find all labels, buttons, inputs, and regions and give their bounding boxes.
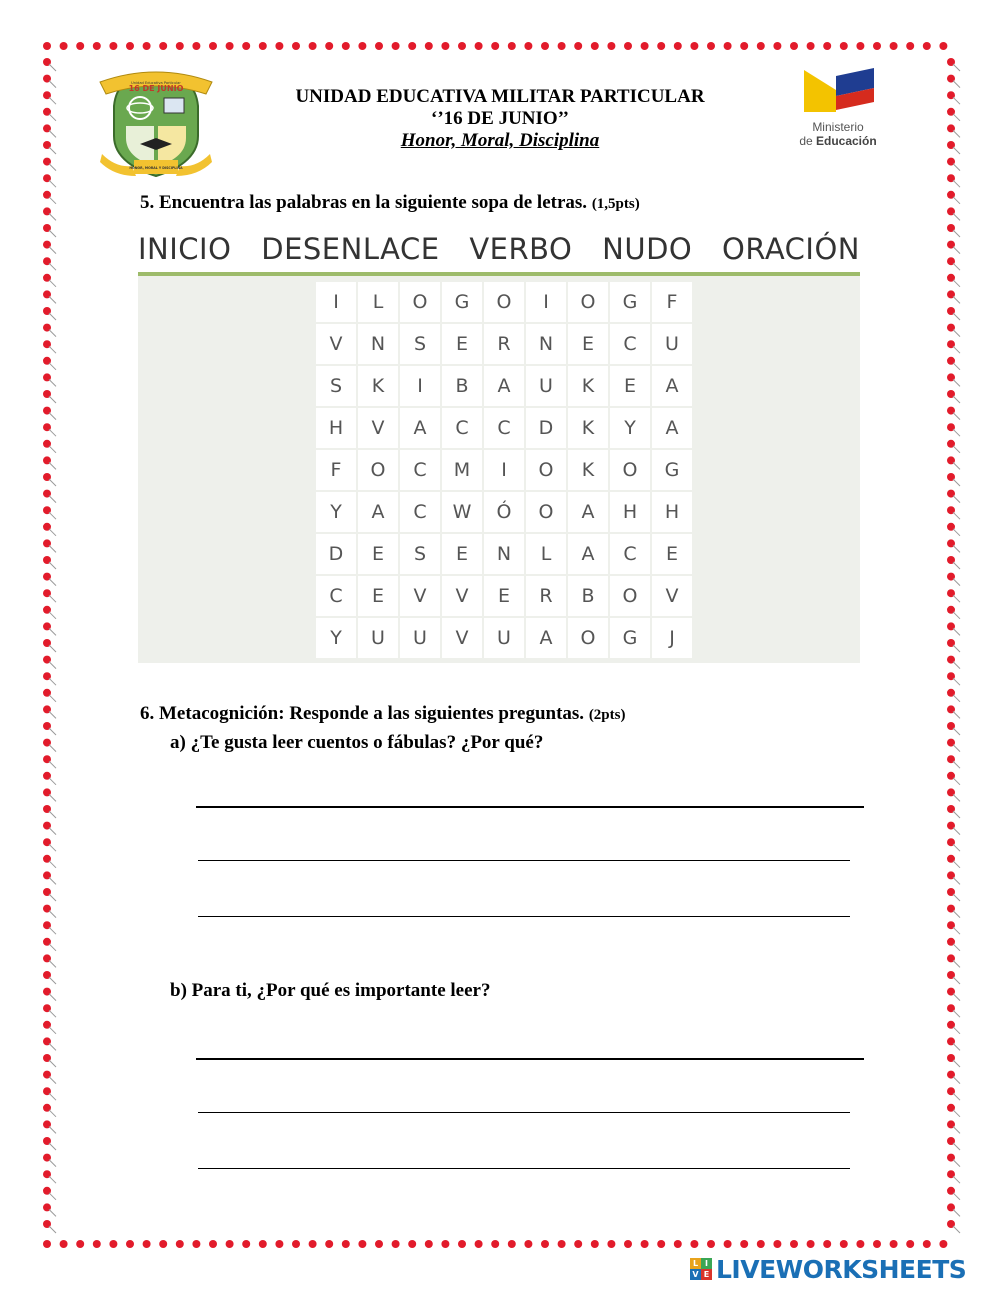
grid-cell[interactable]: C [316,576,356,616]
grid-cell[interactable]: D [526,408,566,448]
grid-cell[interactable]: O [526,492,566,532]
grid-cell[interactable]: Ó [484,492,524,532]
grid-cell[interactable]: U [400,618,440,658]
grid-cell[interactable]: G [442,282,482,322]
grid-cell[interactable]: N [358,324,398,364]
grid-cell[interactable]: U [358,618,398,658]
word-list-item: DESENLACE [261,232,440,266]
grid-cell[interactable]: R [484,324,524,364]
grid-cell[interactable]: A [568,492,608,532]
grid-cell[interactable]: O [358,450,398,490]
grid-cell[interactable]: K [568,450,608,490]
grid-cell[interactable]: O [610,576,650,616]
grid-cell[interactable]: J [652,618,692,658]
word-list-item: NUDO [602,232,693,266]
grid-cell[interactable]: L [526,534,566,574]
grid-cell[interactable]: L [358,282,398,322]
grid-cell[interactable]: Y [610,408,650,448]
grid-cell[interactable]: E [358,576,398,616]
question-5-points: (1,5pts) [591,196,640,212]
question-6-points: (2pts) [588,707,626,723]
ministry-text [786,120,890,148]
question-5 [140,192,640,214]
crest-banner-text: 16 DE JUNIO [128,84,184,93]
answer-line-b1[interactable] [196,1058,864,1060]
grid-cell[interactable]: E [610,366,650,406]
grid-cell[interactable]: E [358,534,398,574]
grid-cell[interactable]: O [526,450,566,490]
grid-cell[interactable]: V [442,576,482,616]
grid-cell[interactable]: V [652,576,692,616]
grid-cell[interactable]: C [610,534,650,574]
school-motto: Honor, Moral, Disciplina [400,130,600,151]
word-search-grid[interactable] [316,282,696,658]
question-6a: a) ¿Te gusta leer cuentos o fábulas? ¿Por qué? [170,732,544,753]
grid-cell[interactable]: V [316,324,356,364]
school-date-name: ‘’16 DE JUNIO’’ [431,108,569,129]
grid-cell[interactable]: O [610,450,650,490]
grid-cell[interactable]: S [400,324,440,364]
answer-line-a2[interactable] [198,860,850,861]
grid-cell[interactable]: E [442,324,482,364]
grid-cell[interactable]: K [568,366,608,406]
question-6-text: 6. Metacognición: Responde a las siguientes preguntas. [140,703,585,724]
document-header [230,86,770,152]
grid-cell[interactable]: O [568,282,608,322]
grid-cell[interactable]: O [484,282,524,322]
grid-cell[interactable]: K [358,366,398,406]
school-crest-logo [96,66,216,178]
word-list-item: ORACIÓN [722,232,860,266]
grid-cell[interactable]: A [568,534,608,574]
word-list-item: VERBO [469,232,573,266]
grid-cell[interactable]: C [484,408,524,448]
grid-cell[interactable]: A [358,492,398,532]
grid-cell[interactable]: S [400,534,440,574]
grid-cell[interactable]: V [358,408,398,448]
ministry-line2: de Educación [799,134,877,148]
grid-cell[interactable]: U [484,618,524,658]
grid-cell[interactable]: H [610,492,650,532]
grid-cell[interactable]: B [568,576,608,616]
grid-cell[interactable]: B [442,366,482,406]
question-5-text: 5. Encuentra las palabras en la siguiente sopa de letras. [140,192,588,213]
grid-cell[interactable]: N [484,534,524,574]
question-6 [140,703,625,725]
word-list-bar [138,226,860,276]
grid-cell[interactable]: A [484,366,524,406]
grid-cell[interactable]: M [442,450,482,490]
grid-cell[interactable]: H [652,492,692,532]
grid-cell[interactable]: C [400,450,440,490]
grid-cell[interactable]: C [400,492,440,532]
grid-cell[interactable]: E [652,534,692,574]
grid-cell[interactable]: A [652,408,692,448]
grid-cell[interactable]: I [484,450,524,490]
word-list-item: INICIO [138,232,232,266]
grid-cell[interactable]: D [316,534,356,574]
grid-cell[interactable]: C [442,408,482,448]
answer-line-b2[interactable] [198,1112,850,1113]
grid-cell[interactable]: H [316,408,356,448]
grid-cell[interactable]: G [610,618,650,658]
grid-cell[interactable]: A [526,618,566,658]
grid-cell[interactable]: G [610,282,650,322]
grid-cell[interactable]: Y [316,618,356,658]
grid-cell[interactable]: V [442,618,482,658]
answer-line-a3[interactable] [198,916,850,917]
grid-cell[interactable]: E [442,534,482,574]
crest-small-top-text: Unidad Educativa Particular [131,81,181,85]
question-6b: b) Para ti, ¿Por qué es importante leer? [170,980,491,1001]
school-name: UNIDAD EDUCATIVA MILITAR PARTICULAR [295,86,705,107]
liveworksheets-brand [690,1254,966,1284]
answer-line-b3[interactable] [198,1168,850,1169]
grid-cell[interactable]: W [442,492,482,532]
grid-cell[interactable]: U [652,324,692,364]
grid-cell[interactable]: E [568,324,608,364]
liveworksheets-wordmark: LIVEWORKSHEETS [716,1254,967,1284]
grid-cell[interactable]: F [316,450,356,490]
grid-cell[interactable]: O [400,282,440,322]
crest-bottom-text: HONOR, MORAL Y DISCIPLINA [129,166,183,170]
grid-cell[interactable]: G [652,450,692,490]
grid-cell[interactable]: I [526,282,566,322]
grid-cell[interactable]: I [400,366,440,406]
grid-cell[interactable]: E [484,576,524,616]
grid-cell[interactable]: K [568,408,608,448]
grid-cell[interactable]: Y [316,492,356,532]
answer-line-a1[interactable] [196,806,864,808]
grid-cell[interactable]: S [316,366,356,406]
grid-cell[interactable]: F [652,282,692,322]
grid-cell[interactable]: A [652,366,692,406]
grid-cell[interactable]: O [568,618,608,658]
grid-cell[interactable]: U [526,366,566,406]
liveworksheets-icon: L I V E [690,1258,712,1280]
grid-cell[interactable]: A [400,408,440,448]
grid-cell[interactable]: I [316,282,356,322]
grid-cell[interactable]: N [526,324,566,364]
grid-cell[interactable]: V [400,576,440,616]
ministry-line1: Ministerio [812,120,864,134]
grid-cell[interactable]: R [526,576,566,616]
grid-cell[interactable]: C [610,324,650,364]
